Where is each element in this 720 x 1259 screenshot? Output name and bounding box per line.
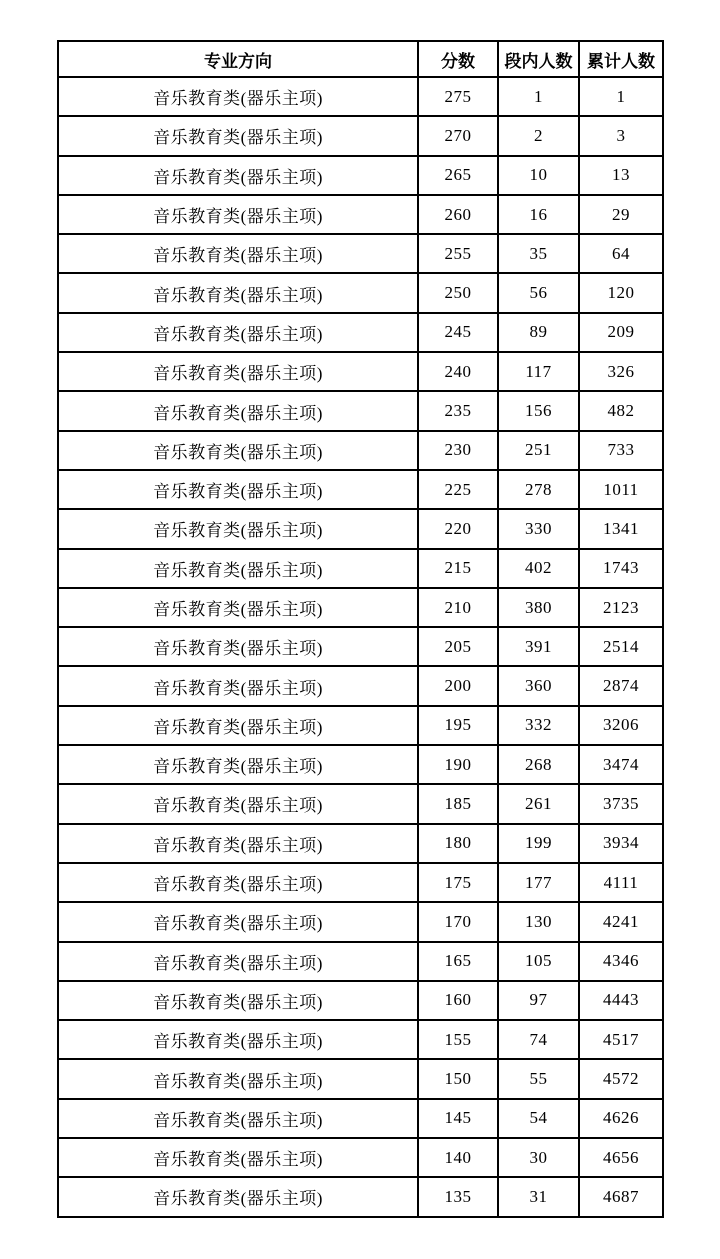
cumulative-count-cell: 3 [579,116,663,155]
score-cell: 190 [418,745,498,784]
segment-count-cell: 30 [498,1138,579,1177]
segment-count-cell: 130 [498,902,579,941]
major-cell: 音乐教育类(器乐主项) [58,1020,418,1059]
table-row [58,116,663,155]
cumulative-count-cell: 1011 [579,470,663,509]
table-row [58,1099,663,1138]
table-row [58,981,663,1020]
segment-count-cell: 268 [498,745,579,784]
major-cell: 音乐教育类(器乐主项) [58,627,418,666]
major-cell: 音乐教育类(器乐主项) [58,391,418,430]
table-row [58,942,663,981]
score-cell: 265 [418,156,498,195]
segment-count-cell: 177 [498,863,579,902]
table-row [58,863,663,902]
table-row [58,352,663,391]
major-cell: 音乐教育类(器乐主项) [58,116,418,155]
score-cell: 215 [418,549,498,588]
cumulative-count-cell: 3206 [579,706,663,745]
score-cell: 230 [418,431,498,470]
score-cell: 150 [418,1059,498,1098]
major-cell: 音乐教育类(器乐主项) [58,1099,418,1138]
score-cell: 225 [418,470,498,509]
cumulative-count-cell: 13 [579,156,663,195]
cumulative-count-cell: 482 [579,391,663,430]
score-cell: 270 [418,116,498,155]
table-row [58,234,663,273]
score-cell: 210 [418,588,498,627]
segment-count-cell: 199 [498,824,579,863]
table-row [58,1177,663,1216]
segment-count-cell: 97 [498,981,579,1020]
score-cell: 140 [418,1138,498,1177]
segment-count-cell: 330 [498,509,579,548]
cumulative-count-cell: 4656 [579,1138,663,1177]
segment-count-cell: 380 [498,588,579,627]
score-cell: 155 [418,1020,498,1059]
score-cell: 275 [418,77,498,116]
table-row [58,391,663,430]
cumulative-count-cell: 120 [579,273,663,312]
major-cell: 音乐教育类(器乐主项) [58,666,418,705]
cumulative-count-cell: 2514 [579,627,663,666]
segment-count-cell: 54 [498,1099,579,1138]
score-table-container [57,40,664,1218]
score-cell: 205 [418,627,498,666]
table-row [58,824,663,863]
segment-count-cell: 156 [498,391,579,430]
major-cell: 音乐教育类(器乐主项) [58,824,418,863]
score-cell: 180 [418,824,498,863]
column-header-cumulative-count: 累计人数 [579,41,663,77]
segment-count-cell: 105 [498,942,579,981]
score-cell: 185 [418,784,498,823]
table-row [58,549,663,588]
major-cell: 音乐教育类(器乐主项) [58,313,418,352]
table-row [58,588,663,627]
cumulative-count-cell: 1 [579,77,663,116]
major-cell: 音乐教育类(器乐主项) [58,352,418,391]
major-cell: 音乐教育类(器乐主项) [58,745,418,784]
segment-count-cell: 89 [498,313,579,352]
cumulative-count-cell: 4572 [579,1059,663,1098]
cumulative-count-cell: 4626 [579,1099,663,1138]
score-cell: 260 [418,195,498,234]
major-cell: 音乐教育类(器乐主项) [58,863,418,902]
major-cell: 音乐教育类(器乐主项) [58,706,418,745]
segment-count-cell: 402 [498,549,579,588]
score-cell: 165 [418,942,498,981]
score-cell: 235 [418,391,498,430]
segment-count-cell: 278 [498,470,579,509]
score-cell: 135 [418,1177,498,1216]
segment-count-cell: 31 [498,1177,579,1216]
table-row [58,509,663,548]
segment-count-cell: 261 [498,784,579,823]
cumulative-count-cell: 4346 [579,942,663,981]
cumulative-count-cell: 2123 [579,588,663,627]
segment-count-cell: 74 [498,1020,579,1059]
table-row [58,902,663,941]
table-row [58,470,663,509]
score-cell: 250 [418,273,498,312]
segment-count-cell: 332 [498,706,579,745]
segment-count-cell: 251 [498,431,579,470]
cumulative-count-cell: 1341 [579,509,663,548]
table-row [58,77,663,116]
segment-count-cell: 56 [498,273,579,312]
score-cell: 240 [418,352,498,391]
major-cell: 音乐教育类(器乐主项) [58,981,418,1020]
table-row [58,706,663,745]
table-row [58,1138,663,1177]
major-cell: 音乐教育类(器乐主项) [58,195,418,234]
table-row [58,784,663,823]
table-row [58,745,663,784]
major-cell: 音乐教育类(器乐主项) [58,1138,418,1177]
major-cell: 音乐教育类(器乐主项) [58,902,418,941]
score-cell: 255 [418,234,498,273]
cumulative-count-cell: 29 [579,195,663,234]
major-cell: 音乐教育类(器乐主项) [58,431,418,470]
cumulative-count-cell: 4517 [579,1020,663,1059]
cumulative-count-cell: 326 [579,352,663,391]
segment-count-cell: 10 [498,156,579,195]
column-header-segment-count: 段内人数 [498,41,579,77]
table-row [58,666,663,705]
header-row [58,41,663,77]
table-row [58,1020,663,1059]
segment-count-cell: 16 [498,195,579,234]
table-row [58,1059,663,1098]
major-cell: 音乐教育类(器乐主项) [58,273,418,312]
segment-count-cell: 2 [498,116,579,155]
major-cell: 音乐教育类(器乐主项) [58,549,418,588]
major-cell: 音乐教育类(器乐主项) [58,784,418,823]
score-cell: 175 [418,863,498,902]
major-cell: 音乐教育类(器乐主项) [58,1177,418,1216]
major-cell: 音乐教育类(器乐主项) [58,1059,418,1098]
major-cell: 音乐教育类(器乐主项) [58,470,418,509]
major-cell: 音乐教育类(器乐主项) [58,509,418,548]
major-cell: 音乐教育类(器乐主项) [58,234,418,273]
column-header-score: 分数 [418,41,498,77]
score-cell: 245 [418,313,498,352]
table-row [58,195,663,234]
score-cell: 160 [418,981,498,1020]
segment-count-cell: 1 [498,77,579,116]
table-row [58,313,663,352]
table-row [58,273,663,312]
score-distribution-table [57,40,664,1218]
segment-count-cell: 35 [498,234,579,273]
score-cell: 170 [418,902,498,941]
table-row [58,431,663,470]
cumulative-count-cell: 4443 [579,981,663,1020]
table-row [58,627,663,666]
cumulative-count-cell: 4111 [579,863,663,902]
cumulative-count-cell: 733 [579,431,663,470]
major-cell: 音乐教育类(器乐主项) [58,588,418,627]
cumulative-count-cell: 2874 [579,666,663,705]
cumulative-count-cell: 3934 [579,824,663,863]
segment-count-cell: 55 [498,1059,579,1098]
score-cell: 220 [418,509,498,548]
score-cell: 195 [418,706,498,745]
major-cell: 音乐教育类(器乐主项) [58,77,418,116]
table-row [58,156,663,195]
cumulative-count-cell: 64 [579,234,663,273]
cumulative-count-cell: 3474 [579,745,663,784]
segment-count-cell: 360 [498,666,579,705]
major-cell: 音乐教育类(器乐主项) [58,942,418,981]
segment-count-cell: 391 [498,627,579,666]
score-cell: 145 [418,1099,498,1138]
cumulative-count-cell: 3735 [579,784,663,823]
cumulative-count-cell: 4687 [579,1177,663,1216]
major-cell: 音乐教育类(器乐主项) [58,156,418,195]
cumulative-count-cell: 209 [579,313,663,352]
cumulative-count-cell: 1743 [579,549,663,588]
cumulative-count-cell: 4241 [579,902,663,941]
segment-count-cell: 117 [498,352,579,391]
column-header-major: 专业方向 [58,41,418,77]
score-cell: 200 [418,666,498,705]
